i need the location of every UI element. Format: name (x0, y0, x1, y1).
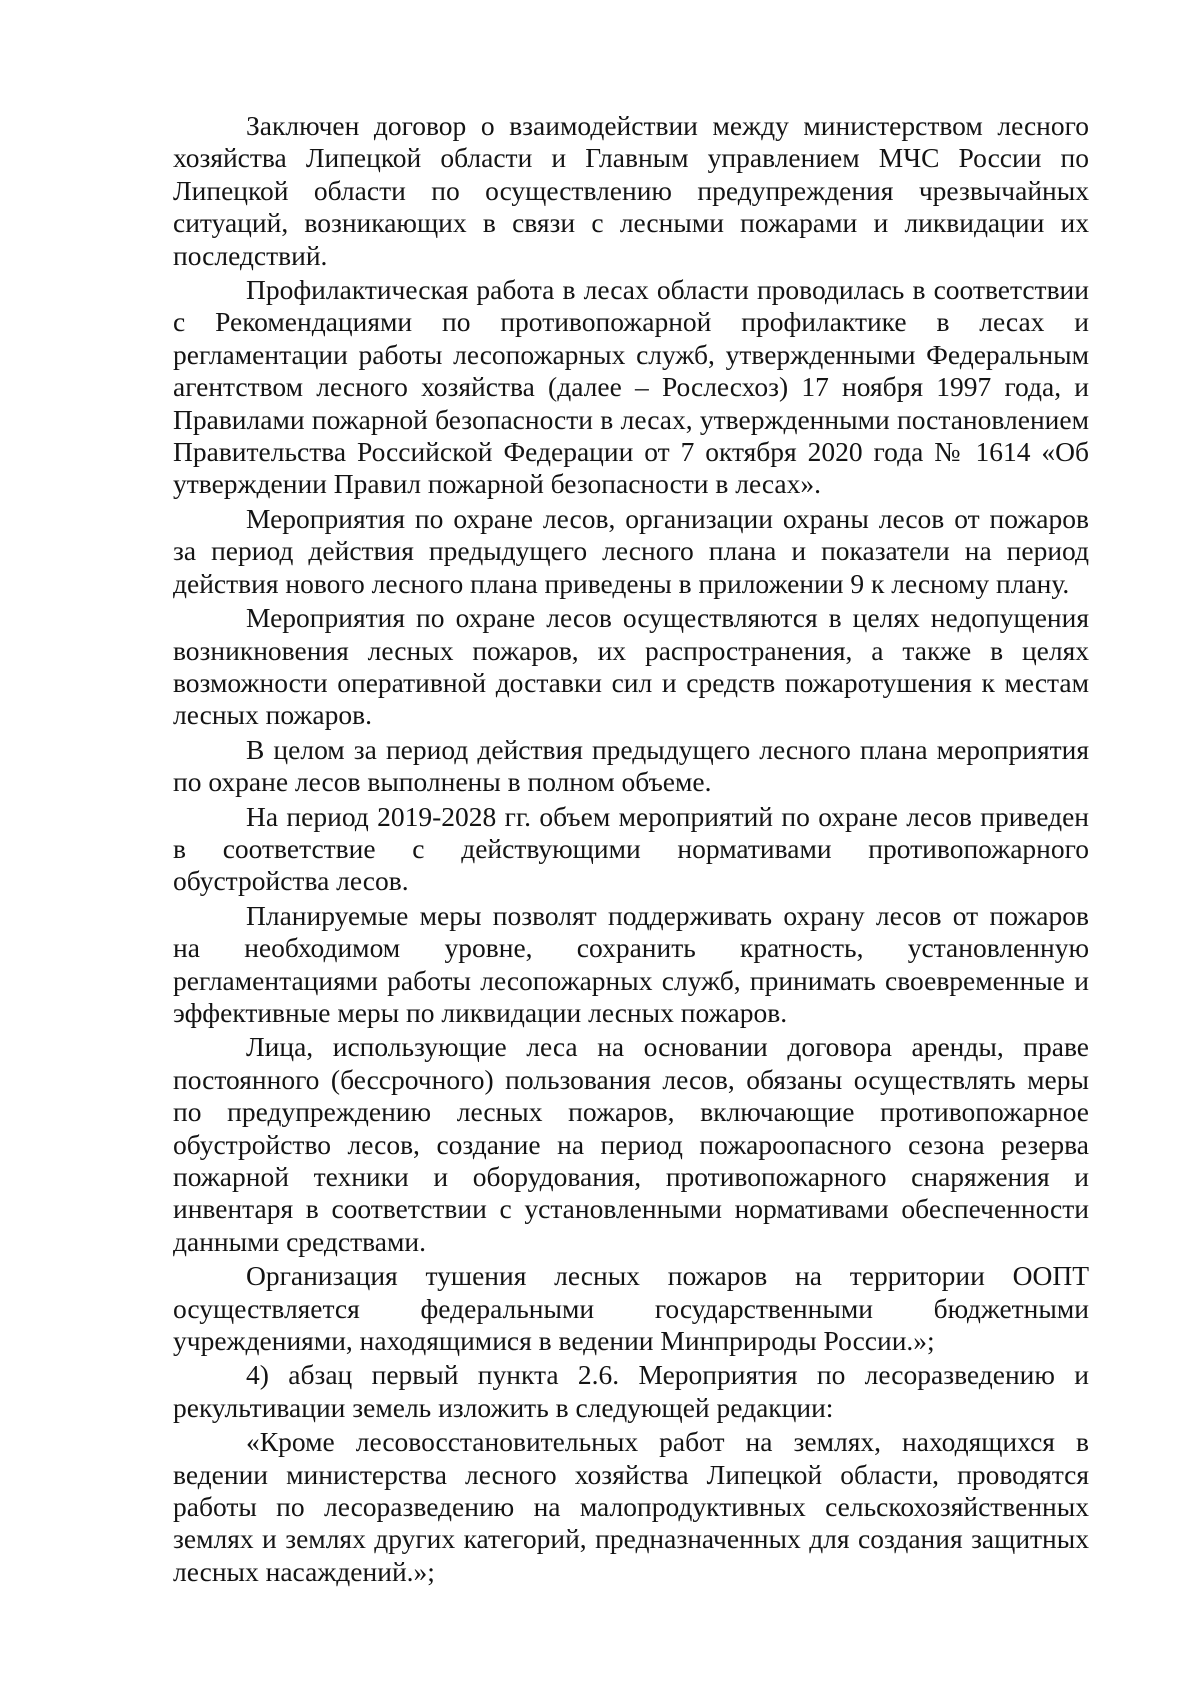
paragraph-item-4: 4) абзац первый пункта 2.6. Мероприятия по лесоразведению и рекультивации земель изложить в следующей редакции: (173, 1359, 1089, 1423)
paragraph-oopt-firefighting: Организация тушения лесных пожаров на территории ООПТ осуществляется федеральными государственными бюджетными учреждениями, находящимися в ведении Минприроды России.»; (173, 1260, 1089, 1357)
paragraph-forest-users: Лица, использующие леса на основании договора аренды, праве постоянного (бессрочного) пользования лесов, обязаны осуществлять меры по предупреждению лесных пожаров, включающие противопожарное обустройство лесов, создание на период пожароопасного сезона резерва пожарной техники и оборудования, противопожарного снаряжения и инвентаря в соответствии с установленными нормативами обеспеченности данными средствами. (173, 1031, 1089, 1257)
paragraph-afforestation: «Кроме лесовосстановительных работ на землях, находящихся в ведении министерства лесного хозяйства Липецкой области, проводятся работы по лесоразведению на малопродуктивных сельскохозяйственных землях и землях других категорий, предназначенных для создания защитных лесных насаждений.»; (173, 1426, 1089, 1587)
document-page (173, 110, 1089, 1588)
paragraph-agreement: Заключен договор о взаимодействии между министерством лесного хозяйства Липецкой области и Главным управлением МЧС России по Липецкой области по осуществлению предупреждения чрезвычайных ситуаций, возникающих в связи с лесными пожарами и ликвидации их последствий. (173, 110, 1089, 271)
paragraph-plan-fulfilled: В целом за период действия предыдущего лесного плана мероприятия по охране лесов выполнены в полном объеме. (173, 733, 1089, 798)
paragraph-prevention-work: Профилактическая работа в лесах области проводилась в соответствии с Рекомендациями по противопожарной профилактике в лесах и регламентации работы лесопожарных служб, утвержденными Федеральным агентством лесного хозяйства (далее – Рослесхоз) 17 ноября 1997 года, и Правилами пожарной безопасности в лесах, утвержденными постановлением Правительства Российской Федерации от 7 октября 2020 года № 1614 «Об утверждении Правил пожарной безопасности в лесах». (173, 274, 1089, 500)
paragraph-planned-measures: Планируемые меры позволят поддерживать охрану лесов от пожаров на необходимом уровне, сохранить кратность, установленную регламентациями работы лесопожарных служб, принимать своевременные и эффективные меры по ликвидации лесных пожаров. (173, 899, 1089, 1028)
paragraph-period-2019-2028: На период 2019-2028 гг. объем мероприятий по охране лесов приведен в соответствие с действующими нормативами противопожарного обустройства лесов. (173, 800, 1089, 897)
paragraph-protection-measures: Мероприятия по охране лесов, организации охраны лесов от пожаров за период действия предыдущего лесного плана и показатели на период действия нового лесного плана приведены в приложении 9 к лесному плану. (173, 502, 1089, 599)
paragraph-measures-purpose: Мероприятия по охране лесов осуществляются в целях недопущения возникновения лесных пожаров, их распространения, а также в целях возможности оперативной доставки сил и средств пожаротушения к местам лесных пожаров. (173, 602, 1089, 731)
